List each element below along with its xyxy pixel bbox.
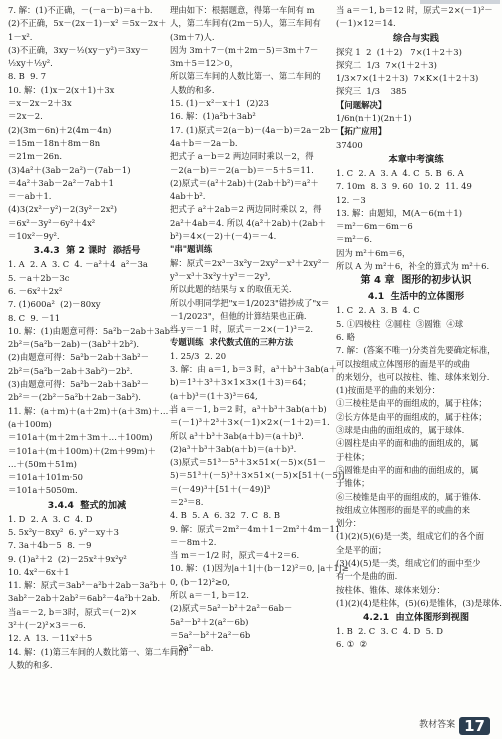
answer-line: 11. 解：原式＝3ab²－a²b＋2ab－3a²b＋ — [8, 580, 167, 591]
answer-line: ＝101a＋(m＋100m)＋(2m＋99m)＋ — [8, 445, 157, 456]
answer-line: 16. 解：(1)a²b＋3ab² — [170, 111, 256, 122]
answer-line: 1/3×7×(1＋2＋3) 7×K×(1＋2＋3) — [336, 73, 479, 84]
answer-line: (4)3(2x²－y²)－2(3y²－2x²) — [8, 204, 118, 215]
answer-line: 1. C 2. A 3. A 4. C 5. B 6. A — [336, 167, 464, 178]
answer-line: 8. B 9. 7 — [8, 71, 47, 82]
answer-line: 所以 a＝－1, b＝12. — [170, 590, 249, 601]
answer-line: 把式子 a－b＝2 两边同时乘以－2，得 — [170, 151, 314, 162]
answer-line: b²)＝4×(－2)＋(－4)＝－4. — [170, 231, 277, 242]
answer-line: ⑤圆锥是由平的面和曲的面组成的，属 — [336, 464, 479, 475]
section-heading: 4.2.1 由立体图形到视图 — [362, 612, 470, 624]
answer-line: 当 m＝－1/2 时，原式＝4＋2＝6. — [170, 550, 300, 561]
answer-line: 于锥体； — [336, 478, 370, 489]
answer-line: 按组成立体图形的面是平的或曲的来 — [336, 504, 470, 515]
answer-line: 当 a＝－1, b＝2 时，a³＋b³＋3ab(a＋b) — [170, 403, 327, 414]
answer-line: 5. 5x²y－8xy² 6. y²－xy＋3 — [8, 526, 119, 537]
answer-line: ②长方体是由平的面组成的，属于柱体； — [336, 411, 487, 422]
answer-line: 10. 解：(1)由题意可得：5a²b－2ab＋3ab²－ — [8, 325, 182, 336]
answer-line: 3m＋5＝12＞0， — [170, 58, 239, 69]
answer-line: 1. A 2. A 3. C 4. －a²＋4 a²－3a — [8, 259, 148, 270]
answer-line: 7. 10m 8. 3 9. 60 10. 2 11. 49 — [336, 181, 472, 192]
answer-line: 所以此题的结果与 x 的取值无关. — [170, 284, 292, 295]
answer-line: 的来划分，也可以按柱、锥、球体来划分. — [336, 371, 490, 382]
answer-line: (3)4a²＋(3ab－2a²)－(7ab－1) — [8, 164, 131, 175]
answer-line: 15. (1)－x²－x＋1 (2)23 — [170, 98, 269, 109]
answer-line: 所以 A 为 m²＋6，补全的算式为 m²＋6. — [336, 261, 490, 272]
answer-line: 10. 4x²－6x＋1 — [8, 566, 70, 577]
answer-line: －2(a－b)＝－2(a－b)＝－5＋5＝11. — [170, 164, 314, 175]
answer-line: ＝101a＋5050m. — [8, 485, 78, 496]
page-number: 17 — [459, 717, 490, 735]
answer-line: 5a²－b²＋2(a²－6b) — [170, 616, 249, 627]
sub-heading: 【拓广应用】 — [336, 126, 387, 137]
answer-line: ＝101a＋101m·50 — [8, 472, 83, 483]
answer-line: 2b²＝(5a²b－2ab)－(3ab²＋2b²). — [8, 339, 140, 350]
answer-line: 2b²＝－(2b²－5a²b＋2ab－3ab²). — [8, 392, 141, 403]
answer-line: ＝m²－6m－6m－6 — [336, 221, 413, 232]
answer-line: 3ab²－2ab＋2ab²＝6ab²－4a²b＋2ab. — [8, 593, 161, 604]
page-footer — [419, 717, 490, 735]
answer-line: 所以第三车间的人数比第一、第二车间的 — [170, 71, 321, 82]
answer-line: 7. 解：(答案不唯一)分类首先要确定标准， — [336, 345, 496, 356]
answer-line: 探究 1 2 (1＋2) 7×(1＋2＋3) — [336, 46, 462, 57]
answer-line: ＝x－2x－2＋3x — [8, 98, 72, 109]
answer-line: 5. ①四棱柱 ②圆柱 ③圆锥 ④球 — [336, 318, 464, 329]
answer-line: 37400 — [336, 139, 363, 150]
answer-line: 1. B 2. C 3. C 4. D 5. D — [336, 626, 443, 637]
answer-line: ＝2a²－ab. — [170, 643, 214, 654]
answer-line: 11. 解：(a＋m)＋(a＋2m)＋(a＋3m)＋…＋ — [8, 405, 177, 416]
section-heading: 3.4.3 第 2 课时 添括号 — [33, 245, 141, 257]
answer-line: (a＋100m) — [8, 418, 52, 429]
answer-line: 人，第二车间有(2m－5)人，第三车间有 — [170, 18, 321, 29]
section-heading: 本章中考演练 — [388, 153, 444, 165]
answer-line: 划分： — [336, 518, 362, 529]
answer-line: 当 a＝－1, b＝12 时，原式＝2×(－1)²－ — [336, 5, 493, 15]
answer-line: 9. (1)a²＋2 (2)－25x²＋9x²y² — [8, 553, 127, 564]
answer-line: 可以按组成立体图形的面是平的或曲 — [336, 358, 470, 369]
footer-label: 教材答案 — [419, 720, 456, 731]
answer-line: ③球是由曲的面组成的，属于球体. — [336, 425, 465, 436]
answer-line: (1)(2)(5)(6)是一类，组成它们的各个面 — [336, 531, 484, 542]
answer-line: 12. A 13. －11x²＋5 — [8, 633, 93, 644]
answer-line: ＝2³＝8. — [170, 496, 204, 507]
answer-line: 14. 解：(1)第三车间的人数比第一、第二车间的 — [8, 646, 187, 657]
answer-line: 当a＝－2, b＝3时，原式＝(－2)× — [8, 606, 137, 617]
answer-line: 6. 略 — [336, 331, 356, 342]
answer-line: 7. (1)600a² (2)－80xy — [8, 299, 101, 310]
answer-line: 7. 3a＋4b－5 8. －9 — [8, 540, 92, 551]
answer-line: (3)不正确，3xy－½(xy－y²)＝3xy－ — [8, 44, 149, 55]
answer-line: 10. 解：(1)x－2(x＋1)＋3x — [8, 84, 115, 95]
answer-line: (1)(2)(4)是柱体，(5)(6)是锥体，(3)是球体. — [336, 597, 502, 608]
answer-line: 把式子 a²＋2ab＝2 两边同时乘以 2，得 — [170, 204, 322, 215]
answer-line: 1－x². — [8, 31, 33, 42]
answer-line: ④圆柱是由平的面和曲的面组成的，属 — [336, 438, 479, 449]
answer-line: ①三棱柱是由平的面组成的，属于柱体； — [336, 398, 487, 409]
answer-line: (a＋b)³＝(1＋3)³＝64, — [170, 390, 258, 401]
answer-line: 因为 m²＋6m＝6， — [336, 247, 411, 258]
answer-line: 因为 3m＋7－(m＋2m－5)＝3m＋7－ — [170, 44, 319, 55]
answer-line: 6. －6x²＋2x² — [8, 285, 63, 296]
answer-line: ＝15m－18n＋8m－8n — [8, 137, 101, 148]
answer-line: 人数的和多. — [170, 84, 215, 95]
column-right — [336, 4, 502, 652]
answer-line: (2)原式＝5a²－b²＋2a²－6ab－ — [170, 603, 293, 614]
answer-line: 2a²＋4ab＝4. 所以 4(a²＋2ab)＋(2ab＋ — [170, 217, 327, 228]
answer-line: ＝－ab＋1. — [8, 191, 52, 202]
answer-line: ＝－8m＋2. — [170, 536, 217, 547]
answer-line: 人数的和多. — [8, 659, 53, 670]
answer-line: 解：原式＝2x³－3x²y－2xy²－x³＋2xy²－ — [170, 257, 330, 268]
answer-line: 2b²＝(5a²b－2ab＋3ab²)－2b². — [8, 365, 133, 376]
answer-line: 探究三 1/3 385 — [336, 86, 407, 97]
answer-line: (3)由题意可得：5a²b－2ab＋3ab²－ — [8, 379, 150, 390]
section-heading: 第 4 章 图形的初步认识 — [360, 275, 472, 287]
answer-line: 于柱体； — [336, 451, 370, 462]
answer-line: 全是平的面； — [336, 544, 387, 555]
answer-line: ＝2x－2. — [8, 111, 43, 122]
answer-line: 17. (1)原式＝2(a－b)－(4a－b)＝2a－2b－ — [170, 124, 339, 135]
answer-line: (3)(4)(5)是一类，组成它们的面中至少 — [336, 557, 481, 568]
answer-line: 探究二 1/3 7×(1＋2＋3) — [336, 59, 437, 70]
answer-line: ＝101a＋(m＋2m＋3m＋…＋100m) — [8, 432, 153, 443]
answer-line: －1/2023"，但他的计算结果也正确. — [170, 310, 307, 321]
answer-line: 理由如下：根据题意，得第一车间有 m — [170, 5, 315, 15]
sub-heading: 【问题解决】 — [336, 99, 387, 110]
answer-line: ＝(－49)³＋[51＋(－49)]³ — [170, 483, 271, 494]
answer-line: y³－x³＋3x²y＋y³＝－2y³, — [170, 270, 271, 281]
answer-line: (－1)×12＝14. — [336, 18, 396, 29]
answer-line: …＋(50m＋51m) — [8, 458, 77, 469]
answer-line: 7. 解：(1)不正确，－(－a－b)＝a＋b. — [8, 5, 153, 15]
section-heading: 4.1 生活中的立体图形 — [367, 291, 465, 303]
answer-line: 1/6n(n＋1)(2n＋1) — [336, 113, 412, 124]
answer-line: ＝6x²－3y²－6y²＋4x² — [8, 217, 96, 228]
answer-line: 所以小明同学把"x＝1/2023"错抄成了"x＝ — [170, 297, 330, 308]
sub-heading: 专题训练 求代数式值的三种方法 — [170, 337, 294, 348]
answer-line: (1)按面是平的曲的来划分： — [336, 385, 440, 396]
answer-line: 当 y＝－1 时，原式＝－2×(－1)³＝2. — [170, 324, 314, 335]
answer-line: 4. B 5. A 6. 32 7. C 8. B — [170, 510, 280, 521]
section-heading: 综合与实践 — [393, 32, 439, 44]
answer-line: ＝10x²－9y². — [8, 231, 60, 242]
answer-line: 13. 解：由题知，M(A－6(m＋1) — [336, 207, 463, 218]
answer-line: 6. ① ② — [336, 639, 367, 650]
answer-line: 3²＋(－2)²×3＝－6. — [8, 620, 86, 631]
answer-line: 所以 a³＋b³＋3ab(a＋b)＝(a＋b)³. — [170, 430, 304, 441]
answer-line: (3)原式＝51³－5³＋3×51×(－5)×(51－ — [170, 457, 327, 468]
answer-line: (2)(3m－6n)＋2(4m－4n) — [8, 124, 112, 135]
answer-line: 1. D 2. A 3. C 4. D — [8, 513, 93, 524]
answer-line: ＝m²－6. — [336, 234, 373, 245]
answer-line: 有一个是曲的面. — [336, 571, 398, 582]
answer-line: ＝4a²＋3ab－2a²－7ab＋1 — [8, 177, 114, 188]
answer-line: 10. 解：(1)因为|a＋1|＋(b－12)²＝0, |a＋1|≥ — [170, 563, 349, 574]
sub-heading: "串"题训练 — [170, 244, 213, 255]
answer-line: (2)由题意可得：5a²b－2ab＋3ab²－ — [8, 352, 150, 363]
answer-line: (2)原式＝(a²＋2ab)＋(2ab＋b²)＝a²＋ — [170, 177, 319, 188]
answer-line: ＝5a²－b²＋2a²－6b — [170, 629, 251, 640]
answer-line: 9. 解：原式＝2m²－4m＋1－2m²＋4m－11 — [170, 523, 341, 534]
answer-line: 5)＝51³＋(－5)³＋3×51×(－5)×[51＋(－5)] — [170, 470, 345, 481]
answer-line: 12. －3 — [336, 194, 366, 205]
answer-line: ＝21m－26n. — [8, 151, 63, 162]
answer-line: 按柱体、锥体、球体来划分： — [336, 584, 445, 595]
answer-line: 4ab＋b². — [170, 191, 206, 202]
answer-line: (2)a³＋b³＋3ab(a＋b)＝(a＋b)³. — [170, 443, 297, 454]
answer-line: ½xy＋½y². — [8, 58, 53, 69]
answer-line: 8. C 9. －11 — [8, 312, 61, 323]
answer-line: 5. －a＋2b－3c — [8, 272, 70, 283]
answer-line: ＝(－1)³＋2³＋3×(－1)×2×(－1＋2)＝1. — [170, 417, 330, 428]
answer-line: b)＝1³＋3³＋3×1×3×(1＋3)＝64； — [170, 377, 312, 388]
answer-line: (3m＋7)人. — [170, 31, 215, 42]
answer-line: 1. C 2. A 3. B 4. C — [336, 305, 420, 316]
answer-line: (2)不正确，5x－(2x－1)－x² ＝5x－2x＋ — [8, 18, 167, 29]
answer-line: ⑥三棱锥是由平的面组成的，属于锥体. — [336, 491, 482, 502]
answer-line: 4a＋b＝－2a－b. — [170, 137, 238, 148]
answer-line: 1. 25/3 2. 20 — [170, 350, 227, 361]
section-heading: 3.4.4 整式的加减 — [47, 499, 127, 511]
answer-line: 3. 解：由 a＝1, b＝3 时，a³＋b³＋3ab(a＋ — [170, 364, 338, 375]
answer-line: 0, (b－12)²≥0, — [170, 576, 230, 587]
